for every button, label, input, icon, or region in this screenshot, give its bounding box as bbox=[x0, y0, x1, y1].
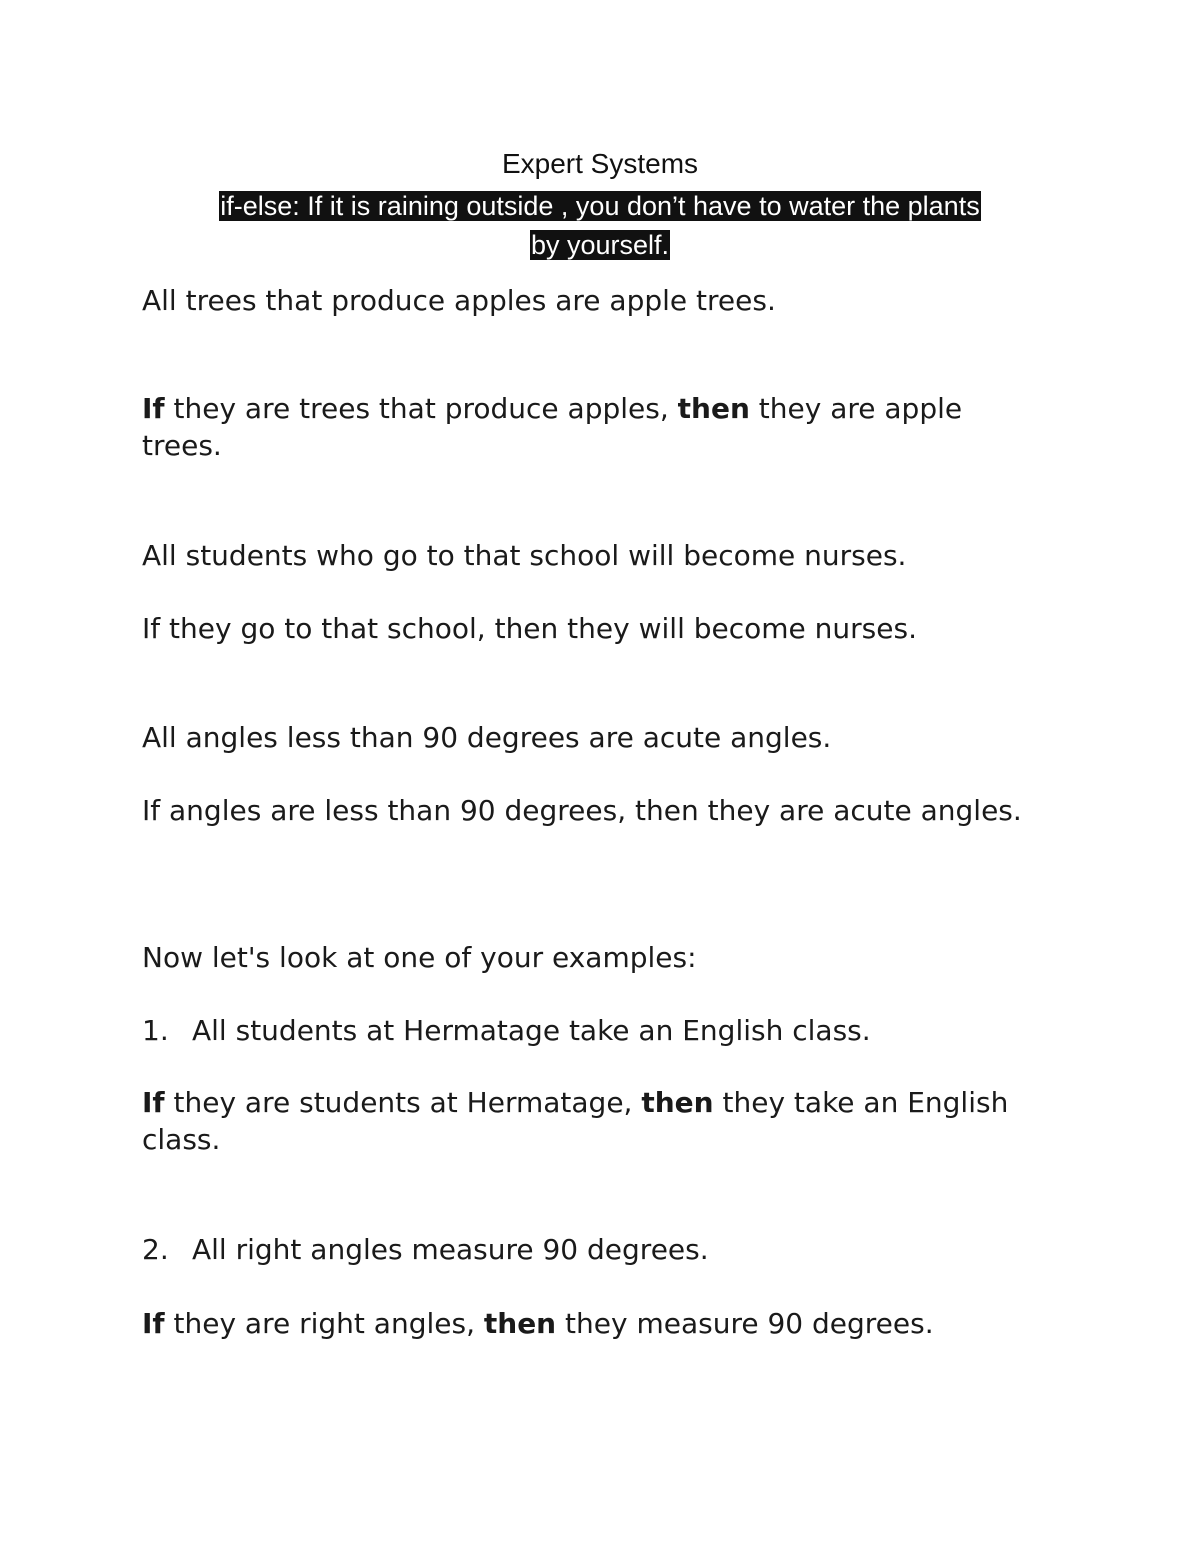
example-1-ifthen bbox=[142, 1084, 1042, 1158]
paragraph-apple-trees: All trees that produce apples are apple trees. bbox=[142, 284, 776, 317]
ifthen-end: they are apple trees. bbox=[142, 392, 963, 462]
if-keyword: If bbox=[142, 392, 165, 425]
paragraph-acute-angles-ifthen: If angles are less than 90 degrees, then they are acute angles. bbox=[142, 794, 1022, 827]
list-number: 2. bbox=[142, 1233, 169, 1266]
highlighted-line-1 bbox=[0, 188, 1200, 224]
paragraph-acute-angles: All angles less than 90 degrees are acute angles. bbox=[142, 721, 832, 754]
then-keyword: then bbox=[677, 392, 750, 425]
then-keyword: then bbox=[641, 1086, 714, 1119]
paragraph-nurses-ifthen: If they go to that school, then they will become nurses. bbox=[142, 612, 917, 645]
list-number: 1. bbox=[142, 1014, 169, 1047]
paragraph-apple-trees-ifthen bbox=[142, 390, 1042, 464]
highlighted-text-2: by yourself. bbox=[530, 230, 670, 260]
if-keyword: If bbox=[142, 1086, 165, 1119]
example-2-ifthen bbox=[142, 1305, 1042, 1342]
ifthen-middle: they are right angles, bbox=[164, 1307, 484, 1340]
example-1-statement bbox=[142, 1012, 1042, 1049]
highlighted-line-2 bbox=[0, 227, 1200, 263]
ifthen-end: they measure 90 degrees. bbox=[556, 1307, 934, 1340]
ifthen-middle: they are students at Hermatage, bbox=[164, 1086, 642, 1119]
ifthen-end: they take an English class. bbox=[142, 1086, 1009, 1156]
paragraph-nurses: All students who go to that school will become nurses. bbox=[142, 539, 907, 572]
then-keyword: then bbox=[483, 1307, 557, 1340]
example-1-text: All students at Hermatage take an English class. bbox=[192, 1014, 871, 1047]
if-keyword: If bbox=[142, 1307, 165, 1340]
document-title: Expert Systems bbox=[501, 148, 699, 179]
example-2-statement bbox=[142, 1231, 1042, 1268]
paragraph-examples-intro: Now let's look at one of your examples: bbox=[142, 941, 697, 974]
ifthen-middle: they are trees that produce apples, bbox=[164, 392, 678, 425]
highlighted-text-1: if-else: If it is raining outside , you don’t have to water the plants bbox=[220, 191, 980, 221]
example-2-text: All right angles measure 90 degrees. bbox=[192, 1233, 709, 1266]
